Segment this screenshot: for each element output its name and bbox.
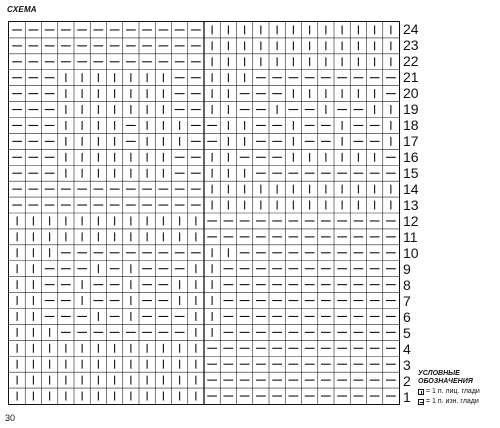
row-number: 22	[403, 53, 419, 69]
row-number: 15	[403, 165, 419, 181]
legend-title-line1: УСЛОВНЫЕ	[418, 370, 460, 377]
legend-title-line2: ОБОЗНАЧЕНИЯ	[418, 378, 473, 385]
row-number: 18	[403, 117, 419, 133]
row-number: 14	[403, 181, 419, 197]
legend-item-purl	[418, 397, 498, 406]
chart-cells	[9, 22, 399, 404]
legend-item-knit	[418, 387, 498, 396]
row-number: 4	[403, 341, 411, 357]
row-number: 17	[403, 133, 419, 149]
row-number: 8	[403, 277, 411, 293]
row-number: 9	[403, 261, 411, 277]
row-number: 13	[403, 197, 419, 213]
row-number: 21	[403, 69, 419, 85]
row-number: 23	[403, 37, 419, 53]
row-number: 6	[403, 309, 411, 325]
row-number: 16	[403, 149, 419, 165]
row-number: 7	[403, 293, 411, 309]
purl-stitch-icon	[418, 399, 424, 405]
row-number: 10	[403, 245, 419, 261]
legend-label-purl: = 1 п. изн. глади	[426, 398, 479, 405]
row-number: 1	[403, 389, 411, 405]
legend-label-knit: = 1 п. лиц. глади	[426, 388, 480, 395]
knit-stitch-icon	[418, 389, 424, 395]
row-number-column	[401, 21, 425, 405]
row-number: 24	[403, 21, 419, 37]
page-number: 30	[5, 413, 16, 423]
row-number: 2	[403, 373, 411, 389]
row-number: 5	[403, 325, 411, 341]
row-number: 11	[403, 229, 418, 245]
row-number: 12	[403, 213, 419, 229]
knitting-chart-grid	[8, 21, 400, 405]
row-number: 19	[403, 101, 419, 117]
row-number: 20	[403, 85, 419, 101]
row-number: 3	[403, 357, 411, 373]
chart-title: СХЕМА	[7, 5, 37, 14]
legend	[418, 370, 498, 406]
